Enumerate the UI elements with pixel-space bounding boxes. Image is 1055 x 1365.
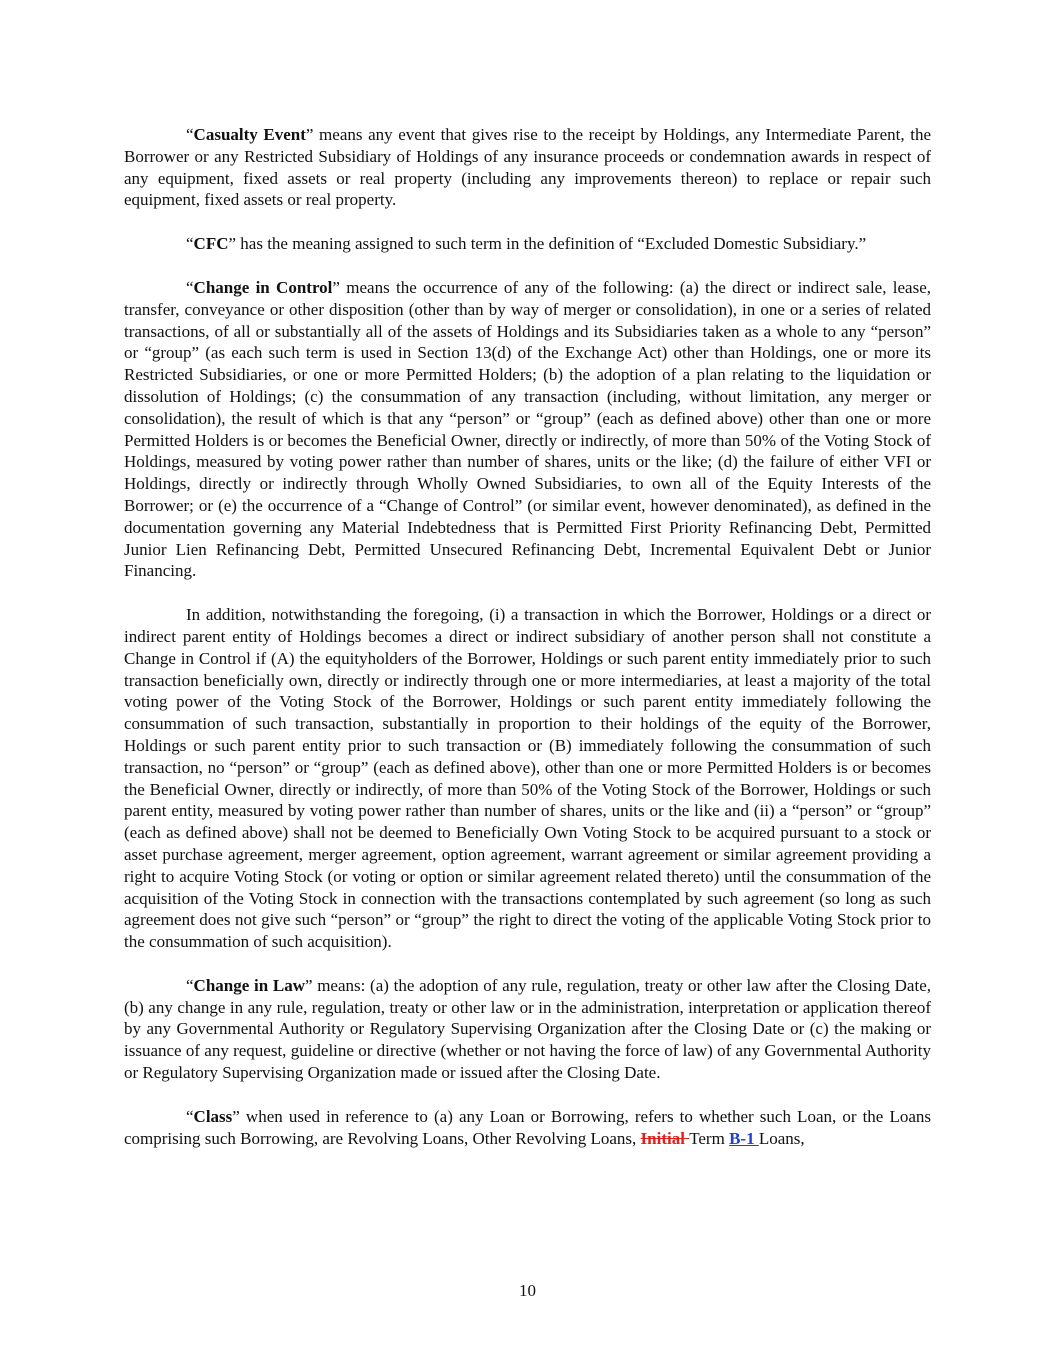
definition-cfc [124,233,931,255]
definition-text: ” means: (a) the adoption of any rule, regulation, treaty or other law after the Closing Date, (b) any change in any rule, regulation, treaty or other law or in the administration, interpretation or application thereof by any Governmental Authority or Regulatory Supervising Organization after the Closing Date or (c) the making or issuance of any request, guideline or directive (whether or not having the force of law) of any Governmental Authority or Regulatory Supervising Organization made or issued after the Closing Date. [124,975,931,1083]
open-quote: “ [186,975,194,995]
definition-text-end: Loans, [758,1128,805,1148]
definition-casualty-event [124,124,931,211]
open-quote: “ [186,125,194,144]
definition-text-middle: Term [689,1128,730,1148]
definition-text: ” means the occurrence of any of the following: (a) the direct or indirect sale, lease, transfer, conveyance or other disposition (other than by way of merger or consolidation), in one or a series of related transactions, of all or substantially all of the assets of Holdings and its Subsidiaries taken as a whole to any “person” or “group” (as each such term is used in Section 13(d) of the Exchange Act) other than Holdings, one or more its Restricted Subsidiaries, or one or more Permitted Holders; (b) the adoption of a plan relating to the liquidation or dissolution of Holdings; (c) the consummation of any transaction (including, without limitation, any merger or consolidation), the result of which is that any “person” or “group” (each as defined above) other than one or more Permitted Holders is or becomes the Beneficial Owner, directly or indirectly, of more than 50% of the Voting Stock of Holdings, measured by voting power rather than number of shares, units or the like; (d) the failure of either VFI or Holdings, directly or indirectly through Wholly Owned Subsidiaries, to own all of the Equity Interests of the Borrower; or (e) the occurrence of a “Change of Control” (or similar event, however denominated), as defined in the documentation governing any Material Indebtedness that is Permitted First Priority Refinancing Debt, Permitted Junior Lien Refinancing Debt, Permitted Unsecured Refinancing Debt, Incremental Equivalent Debt or Junior Financing. [124,277,931,581]
open-quote: “ [186,234,194,254]
open-quote: “ [186,1106,194,1126]
deleted-text: Initial [640,1128,690,1148]
definition-change-in-control [124,277,931,582]
definition-change-in-law [124,975,931,1084]
definition-class [124,1106,931,1150]
defined-term: Change in Law [193,975,305,995]
defined-term: Change in Control [193,277,333,297]
definition-text: ” means any event that gives rise to the receipt by Holdings, any Intermediate Parent, the Borrower or any Restricted Subsidiary of Holdings of any insurance proceeds or condemnation awards in respect of any equipment, fixed assets or real property (including any improvements thereon) to replace or repair such equipment, fixed assets or real property. [124,125,931,210]
defined-term: Casualty Event [193,125,306,144]
inserted-text: B-1 [729,1128,759,1148]
definition-text: ” when used in reference to (a) any Loan or Borrowing, refers to whether such Loan, or the Loans comprising such Borrowing, are Revolving Loans, Other Revolving Loans, [124,1106,931,1148]
defined-term: CFC [193,234,229,254]
definition-text: ” has the meaning assigned to such term in the definition of “Excluded Domestic Subsidiary.” [228,234,867,254]
open-quote: “ [186,277,194,297]
change-in-control-addition-paragraph: In addition, notwithstanding the foregoing, (i) a transaction in which the Borrower, Holdings or a direct or indirect parent entity of Holdings becomes a direct or indirect subsidiary of another person shall not constitute a Change in Control if (A) the equityholders of the Borrower, Holdings or such parent entity immediately prior to such transaction beneficially own, directly or indirectly through one or more intermediaries, at least a majority of the total voting power of the Voting Stock of the Borrower, Holdings or such parent entity immediately following the consummation of such transaction, substantially in proportion to their holdings of the equity of the Borrower, Holdings or such parent entity prior to such transaction or (B) immediately following the consummation of such transaction, no “person” or “group” (each as defined above), other than one or more Permitted Holders is or becomes the Beneficial Owner, directly or indirectly, of more than 50% of the Voting Stock of the Borrower, Holdings or such parent entity, measured by voting power rather than number of shares, units or the like and (ii) a “person” or “group” (each as defined above) shall not be deemed to Beneficially Own Voting Stock to be acquired pursuant to a stock or asset purchase agreement, merger agreement, option agreement, warrant agreement or similar agreement providing a right to acquire Voting Stock (or voting or option or similar agreement related thereto) until the consummation of the acquisition of the Voting Stock in connection with the transactions contemplated by such agreement (so long as such agreement does not give such “person” or “group” the right to direct the voting of the applicable Voting Stock prior to the consummation of such acquisition). [124,605,931,952]
defined-term: Class [193,1106,233,1126]
document-body [124,124,931,1171]
page-number: 10 [519,1281,536,1300]
